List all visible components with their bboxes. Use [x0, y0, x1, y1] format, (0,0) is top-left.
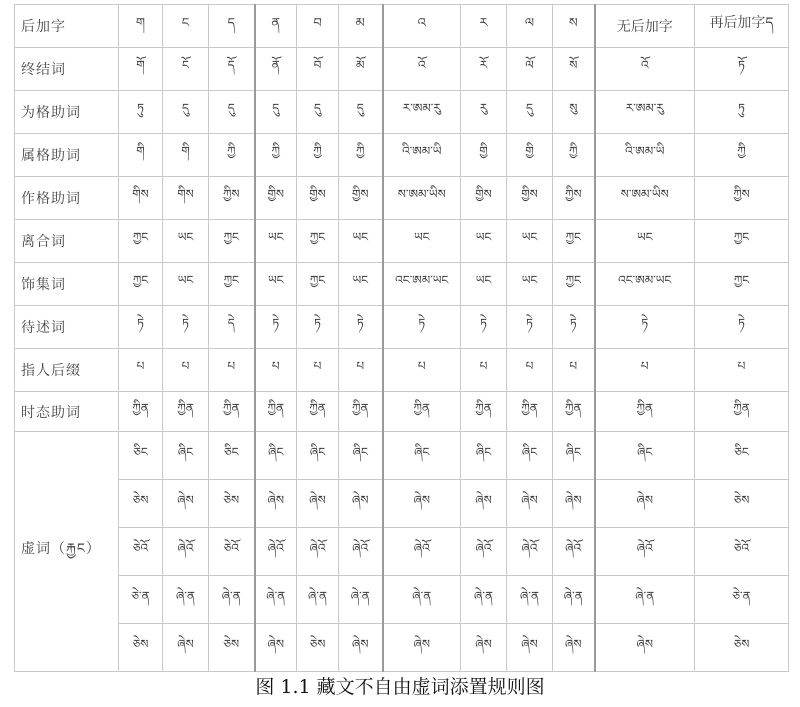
suffix-cell: ཏུ [119, 91, 163, 134]
suffix-cell: ཏེ [255, 306, 297, 349]
no-suffix-cell: ཏེ [595, 306, 695, 349]
no-suffix-cell: ར་ཨམ་རུ [595, 91, 695, 134]
suffix-cell: རུ [461, 91, 507, 134]
suffix-cell: ཀྱིན [119, 392, 163, 432]
suffix-cell: ཞིང [553, 432, 595, 480]
suffix-cell: པ [507, 349, 553, 392]
header-label: 后加字 [15, 5, 119, 48]
suffix-cell: པ [553, 349, 595, 392]
da-suffix-cell: ཀྱིན [695, 392, 789, 432]
suffix-cell: ཀྱིན [163, 392, 209, 432]
suffix-cell: ཞེ་ན [461, 576, 507, 624]
header-da-suffix: 再后加字ད [695, 5, 789, 48]
suffix-cell: ཞིང [383, 432, 461, 480]
suffix-cell: ཞེ་ན [507, 576, 553, 624]
suffix-cell: ཞེས [507, 624, 553, 672]
header-no-suffix: 无后加字 [595, 5, 695, 48]
da-suffix-cell: ཅེས [695, 624, 789, 672]
no-suffix-cell: འོ [595, 48, 695, 91]
suffix-cell: གྱིས [461, 177, 507, 220]
suffix-cell: དུ [163, 91, 209, 134]
group-row [15, 576, 789, 624]
suffix-cell: ཞེས [163, 480, 209, 528]
suffix-cell: པ [209, 349, 255, 392]
header-suffix-cell: མ [339, 5, 383, 48]
suffix-cell: ཞེས [297, 480, 339, 528]
suffix-cell: གིས [163, 177, 209, 220]
row-label: 终结词 [15, 48, 119, 91]
suffix-cell: ཞེའོ [553, 528, 595, 576]
suffix-cell: ཞེའོ [461, 528, 507, 576]
no-suffix-cell: ཞེའོ [595, 528, 695, 576]
suffix-cell: དུ [297, 91, 339, 134]
suffix-cell: ཡང [339, 263, 383, 306]
header-suffix-cell: ད [209, 5, 255, 48]
suffix-cell: གྱི [507, 134, 553, 177]
suffix-cell: ཏེ [461, 306, 507, 349]
group-row [15, 528, 789, 576]
suffix-cell: འང་ཨམ་ཡང [383, 263, 461, 306]
table-row [15, 220, 789, 263]
suffix-cell: ཀྱིན [507, 392, 553, 432]
suffix-cell: ཞེས [339, 624, 383, 672]
row-label: 指人后缀 [15, 349, 119, 392]
suffix-cell: པ [461, 349, 507, 392]
suffix-cell: ཞེའོ [297, 528, 339, 576]
suffix-cell: གྱིས [255, 177, 297, 220]
suffix-cell: ངོ [163, 48, 209, 91]
no-suffix-cell: འི་ཨམ་ཡི [595, 134, 695, 177]
suffix-cell: ཏེ [339, 306, 383, 349]
suffix-cell: འི་ཨམ་ཡི [383, 134, 461, 177]
suffix-cell: ཡང [383, 220, 461, 263]
suffix-cell: ཞེ་ན [553, 576, 595, 624]
suffix-cell: ཏེ [119, 306, 163, 349]
suffix-cell: ཀྱང [297, 263, 339, 306]
suffix-cell: ཏེ [507, 306, 553, 349]
suffix-cell: པ [255, 349, 297, 392]
suffix-cell: ཀྱང [119, 263, 163, 306]
suffix-cell: ཞེ་ན [383, 576, 461, 624]
suffix-cell: དུ [507, 91, 553, 134]
suffix-cell: ཀྱང [209, 220, 255, 263]
no-suffix-cell: འང་ཨམ་ཡང [595, 263, 695, 306]
suffix-cell: གྱིས [297, 177, 339, 220]
suffix-cell: ཀྱང [553, 220, 595, 263]
suffix-cell: གྱིས [507, 177, 553, 220]
no-suffix-cell: པ [595, 349, 695, 392]
group-row [15, 480, 789, 528]
header-suffix-cell: འ [383, 5, 461, 48]
suffix-cell: ཅེའོ [209, 528, 255, 576]
suffix-cell: ཡང [507, 263, 553, 306]
suffix-cell: ཏེ [553, 306, 595, 349]
suffix-cell: ཡང [163, 263, 209, 306]
suffix-cell: ཡང [461, 220, 507, 263]
suffix-cell: དུ [339, 91, 383, 134]
no-suffix-cell: ཞིང [595, 432, 695, 480]
suffix-cell: པ [163, 349, 209, 392]
da-suffix-cell: ཀྱིས [695, 177, 789, 220]
header-suffix-cell: ན [255, 5, 297, 48]
row-label: 饰集词 [15, 263, 119, 306]
da-suffix-cell: ཏོ [695, 48, 789, 91]
suffix-cell: ཀྱི [339, 134, 383, 177]
da-suffix-cell: ཏུ [695, 91, 789, 134]
da-suffix-cell: པ [695, 349, 789, 392]
suffix-cell: ཞེའོ [383, 528, 461, 576]
suffix-cell: ཀྱང [297, 220, 339, 263]
suffix-cell: གོ [119, 48, 163, 91]
suffix-cell: མོ [339, 48, 383, 91]
suffix-cell: ཀྱིན [461, 392, 507, 432]
suffix-cell: ཞེ་ན [297, 576, 339, 624]
suffix-cell: ཀྱང [119, 220, 163, 263]
table-row [15, 134, 789, 177]
suffix-cell: འོ [383, 48, 461, 91]
suffix-cell: ཀྱི [297, 134, 339, 177]
suffix-cell: ཡང [507, 220, 553, 263]
row-label: 离合词 [15, 220, 119, 263]
suffix-cell: ཞེའོ [339, 528, 383, 576]
suffix-cell: རོ [461, 48, 507, 91]
suffix-cell: ཅེའོ [119, 528, 163, 576]
suffix-cell: ཞེ་ན [209, 576, 255, 624]
suffix-cell: ཀྱིན [255, 392, 297, 432]
suffix-cell: གི [163, 134, 209, 177]
suffix-cell: ཅིང [209, 432, 255, 480]
suffix-cell: གྱི [461, 134, 507, 177]
suffix-cell: པ [119, 349, 163, 392]
suffix-cell: ཞེའོ [255, 528, 297, 576]
da-suffix-cell: ཅིང [695, 432, 789, 480]
row-label: 待述词 [15, 306, 119, 349]
suffix-rules-table [14, 4, 789, 672]
no-suffix-cell: ཀྱིན [595, 392, 695, 432]
group-row [15, 432, 789, 480]
suffix-cell: ཅིང [119, 432, 163, 480]
suffix-cell: པ [339, 349, 383, 392]
suffix-cell: ཞེས [461, 480, 507, 528]
table-row [15, 91, 789, 134]
suffix-cell: ནོ [255, 48, 297, 91]
suffix-cell: གི [119, 134, 163, 177]
suffix-cell: ཡང [339, 220, 383, 263]
suffix-cell: ཅེས [209, 624, 255, 672]
header-suffix-cell: ག [119, 5, 163, 48]
header-suffix-cell: ས [553, 5, 595, 48]
suffix-cell: དུ [255, 91, 297, 134]
no-suffix-cell: ཡང [595, 220, 695, 263]
suffix-cell: ཅེས [119, 480, 163, 528]
suffix-cell: བོ [297, 48, 339, 91]
suffix-cell: པ [383, 349, 461, 392]
da-suffix-cell: ཅེའོ [695, 528, 789, 576]
no-suffix-cell: ཞེ་ན [595, 576, 695, 624]
suffix-cell: ཀྱིན [383, 392, 461, 432]
group-row [15, 624, 789, 672]
suffix-cell: ཞེས [255, 480, 297, 528]
row-label: 作格助词 [15, 177, 119, 220]
suffix-cell: ཞེས [507, 480, 553, 528]
suffix-cell: ཞེས [461, 624, 507, 672]
no-suffix-cell: ཞེས [595, 624, 695, 672]
suffix-cell: ཞིང [461, 432, 507, 480]
suffix-cell: ཏེ [383, 306, 461, 349]
suffix-cell: ཀྱི [255, 134, 297, 177]
header-suffix-cell: ར [461, 5, 507, 48]
suffix-cell: ཀྱིན [553, 392, 595, 432]
no-suffix-cell: ཞེས [595, 480, 695, 528]
suffix-cell: ཞེའོ [507, 528, 553, 576]
suffix-cell: གིས [119, 177, 163, 220]
suffix-cell: སུ [553, 91, 595, 134]
header-suffix-cell: ལ [507, 5, 553, 48]
figure-caption: 图 1.1 藏文不自由虚词添置规则图 [255, 676, 545, 698]
row-label: 属格助词 [15, 134, 119, 177]
suffix-cell: ཞེ་ན [339, 576, 383, 624]
suffix-cell: ཀྱི [209, 134, 255, 177]
suffix-cell: ཞེས [553, 624, 595, 672]
suffix-cell: དུ [209, 91, 255, 134]
table-row [15, 263, 789, 306]
da-suffix-cell: ཀྱང [695, 220, 789, 263]
suffix-cell: ཅེས [119, 624, 163, 672]
suffix-cell: དེ [209, 306, 255, 349]
suffix-cell: ཞིང [163, 432, 209, 480]
da-suffix-cell: ཅེ་ན [695, 576, 789, 624]
suffix-cell: ས་ཨམ་ཡིས [383, 177, 461, 220]
suffix-cell: ཀྱང [209, 263, 255, 306]
suffix-cell: ཀྱིན [209, 392, 255, 432]
da-suffix-cell: ཀྱང [695, 263, 789, 306]
group-label: 虚词（རྐྱང） [15, 432, 119, 672]
no-suffix-cell: ས་ཨམ་ཡིས [595, 177, 695, 220]
suffix-cell: ཞེས [383, 624, 461, 672]
suffix-cell: ཀྱིས [553, 177, 595, 220]
suffix-cell: དོ [209, 48, 255, 91]
suffix-cell: ཞེས [383, 480, 461, 528]
suffix-cell: ཅེས [209, 480, 255, 528]
suffix-cell: ཀྱིན [339, 392, 383, 432]
suffix-cell: ཀྱིས [209, 177, 255, 220]
suffix-cell: ར་ཨམ་རུ [383, 91, 461, 134]
suffix-cell: ཞིང [507, 432, 553, 480]
suffix-cell: ལོ [507, 48, 553, 91]
suffix-cell: ཞིང [255, 432, 297, 480]
suffix-cell: ཡང [255, 263, 297, 306]
header-row [15, 5, 789, 48]
suffix-cell: པ [297, 349, 339, 392]
suffix-cell: ཏེ [163, 306, 209, 349]
suffix-cell: ཏེ [297, 306, 339, 349]
suffix-cell: ཡང [163, 220, 209, 263]
suffix-cell: སོ [553, 48, 595, 91]
suffix-cell: ཀྱང [553, 263, 595, 306]
header-suffix-cell: ང [163, 5, 209, 48]
suffix-cell: ཞེ་ན [163, 576, 209, 624]
table-row [15, 349, 789, 392]
suffix-cell: ཅེས [297, 624, 339, 672]
da-suffix-cell: ཅེས [695, 480, 789, 528]
suffix-cell: ཞེའོ [163, 528, 209, 576]
suffix-cell: ཀྱི [553, 134, 595, 177]
table-row [15, 392, 789, 432]
suffix-cell: ཞེས [339, 480, 383, 528]
row-label: 时态助词 [15, 392, 119, 432]
table-row [15, 48, 789, 91]
suffix-cell: ཞིང [297, 432, 339, 480]
suffix-cell: ཅེ་ན [119, 576, 163, 624]
suffix-cell: ཞིང [339, 432, 383, 480]
header-suffix-cell: བ [297, 5, 339, 48]
suffix-cell: ཞེས [163, 624, 209, 672]
table-row [15, 177, 789, 220]
suffix-cell: ཞེས [255, 624, 297, 672]
table-row [15, 306, 789, 349]
suffix-cell: ཞེ་ན [255, 576, 297, 624]
suffix-cell: གྱིས [339, 177, 383, 220]
da-suffix-cell: ཏེ [695, 306, 789, 349]
da-suffix-cell: ཀྱི [695, 134, 789, 177]
row-label: 为格助词 [15, 91, 119, 134]
suffix-cell: ཀྱིན [297, 392, 339, 432]
suffix-cell: ཞེས [553, 480, 595, 528]
suffix-cell: ཡང [255, 220, 297, 263]
suffix-cell: ཡང [461, 263, 507, 306]
